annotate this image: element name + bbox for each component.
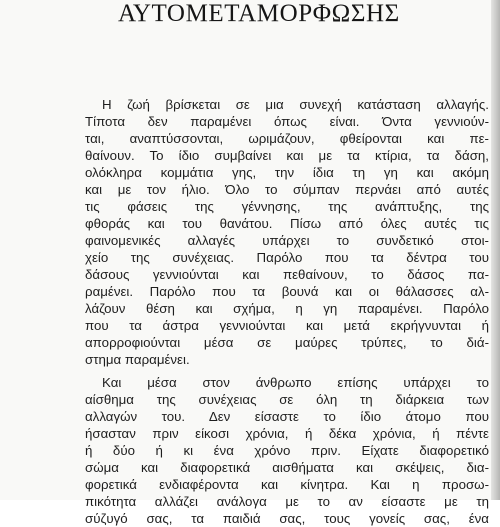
text-line: αλλαγών του. Δεν είσαστε το ίδιο άτομο που	[85, 409, 489, 424]
chapter-heading: ΑΥΤΟΜΕΤΑΜΟΡΦΩΣΗΣ	[118, 0, 400, 27]
text-line: απορροφιούνται μέσα σε μαύρες τρύπες, το διά-	[85, 335, 489, 350]
text-line: και με τον ήλιο. Όλο το σύμπαν περνάει από αυτές	[85, 182, 489, 197]
text-line: ή δύο ή κι ένα χρόνο πριν. Είχατε διαφορετικό	[85, 443, 489, 458]
text-line: που τα άστρα γεννιούνται και μετά εκρήγνυνται ή	[85, 318, 489, 333]
text-line: θαίνουν. Το ίδιο συμβαίνει και με τα κτίρια, τα δάση,	[85, 148, 489, 163]
page-edge-shadow	[491, 0, 500, 500]
text-line: φαινομενικές αλλαγές υπάρχει το συνδετικό στοι-	[85, 233, 489, 248]
text-line: πικότητα αλλάζει ανάλογα με το αν είσαστε με τη	[85, 494, 489, 509]
text-line: τις φάσεις της γέννησης, της ανάπτυξης, της	[85, 199, 489, 214]
text-line: σώμα και διαφορετικά αισθήματα και σκέψεις, δια-	[85, 460, 489, 475]
text-line: στημα παραμένει.	[85, 352, 190, 367]
text-line: Τίποτα δεν παραμένει όπως είναι. Όντα γεννιούν-	[85, 114, 489, 129]
text-line: ολόκληρα κομμάτια γης, την ίδια τη γη και ακόμη	[85, 165, 489, 180]
text-line: ται, αναπτύσσονται, ωριμάζουν, φθείρονται και πε-	[85, 131, 489, 146]
text-line: φθοράς και του θανάτου. Πίσω από όλες αυτές τις	[85, 216, 489, 231]
text-line: λάζουν θέση και σχήμα, η γη παραμένει. Παρόλο	[85, 301, 489, 316]
text-line: αίσθημα της συνέχειας σε όλη τη διάρκεια των	[85, 392, 489, 407]
text-line: σύζυγό σας, τα παιδιά σας, τους γονείς σας, ένα	[85, 511, 489, 526]
text-line: χείο της συνέχειας. Παρόλο που τα δέντρα του	[85, 250, 489, 265]
text-line: φορετικά ενδιαφέροντα και κίνητρα. Και η προσω-	[85, 477, 489, 492]
text-line: ήσασταν πριν είκοσι χρόνια, ή δέκα χρόνια, ή πέντε	[85, 426, 489, 441]
text-line: Η ζωή βρίσκεται σε μια συνεχή κατάσταση αλλαγής.	[102, 97, 489, 112]
text-line: ραμένει. Παρόλο που τα βουνά και οι θάλασσες αλ-	[85, 284, 489, 299]
text-line: δάσους γεννιούνται και πεθαίνουν, το δάσος πα-	[85, 267, 489, 282]
text-line: Και μέσα στον άνθρωπο επίσης υπάρχει το	[102, 375, 489, 390]
